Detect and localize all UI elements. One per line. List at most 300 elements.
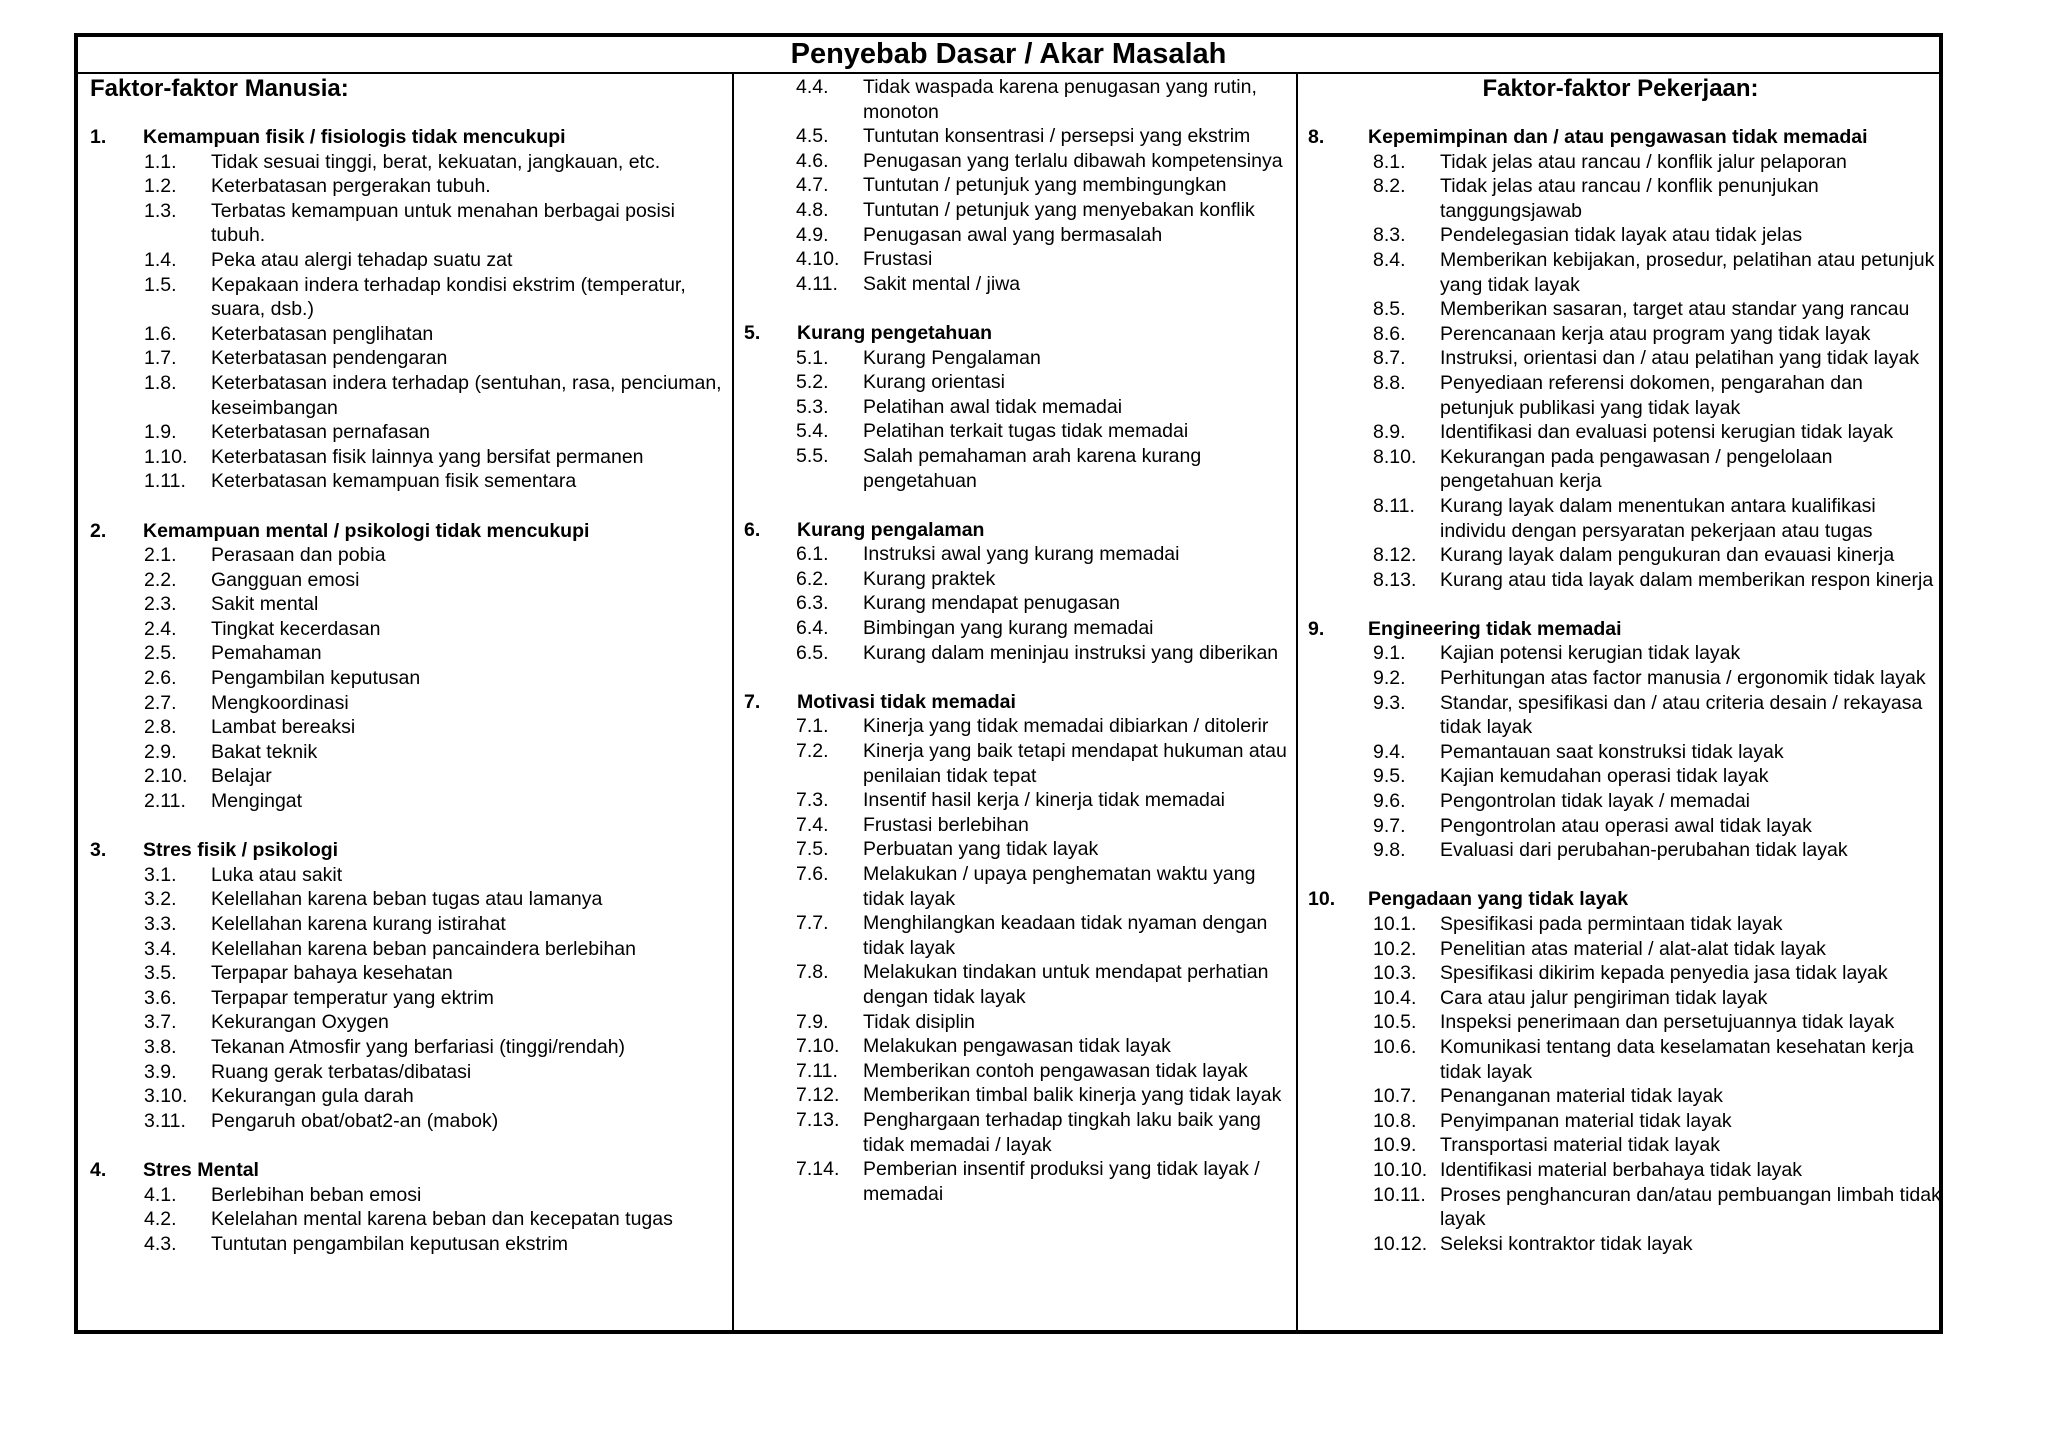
list-item [1308,1010,1941,1035]
list-item [744,1157,1292,1206]
item-text: Kekurangan Oxygen [211,1011,389,1034]
column-pekerjaan [1308,125,1941,1256]
item-number: 9.3. [1373,691,1406,714]
list-item [90,543,728,568]
item-text: Pemantauan saat konstruksi tidak layak [1440,740,1784,763]
list-item [744,1108,1292,1157]
item-text: Kurang Pengalaman [863,346,1041,369]
item-text: Frustasi berlebihan [863,813,1029,836]
list-item [744,616,1292,641]
item-number: 7.11. [796,1059,838,1082]
list-item [1308,445,1941,494]
item-number: 1.9. [144,421,177,444]
section [1308,887,1941,1256]
section [744,321,1292,493]
item-number: 8.10. [1373,445,1417,468]
item-number: 9.2. [1373,667,1406,690]
item-number: 7.3. [796,789,829,812]
list-item [90,1060,728,1085]
item-text: Peka atau alergi tehadap suatu zat [211,248,513,271]
section-number: 2. [90,519,107,542]
list-item [1308,838,1941,863]
item-text: Standar, spesifikasi dan / atau criteria desain / rekayasa tidak layak [1440,691,1923,739]
item-text: Tuntutan konsentrasi / persepsi yang ekstrim [863,125,1251,148]
item-number: 1.6. [144,322,177,345]
item-number: 7.2. [796,740,829,763]
list-item [90,641,728,666]
section-title: Kemampuan mental / psikologi tidak mencukupi [143,519,590,542]
list-item [1308,912,1941,937]
column-divider [1296,74,1298,1330]
section [744,518,1292,666]
item-number: 3.10. [144,1085,188,1108]
list-item [90,666,728,691]
item-text: Instruksi awal yang kurang memadai [863,543,1180,566]
item-text: Inspeksi penerimaan dan persetujuannya tidak layak [1440,1011,1895,1034]
item-number: 2.4. [144,617,177,640]
item-text: Perbuatan yang tidak layak [863,838,1099,861]
list-item [744,173,1292,198]
item-number: 10.8. [1373,1109,1417,1132]
column-manusia [90,125,728,1256]
list-item [90,986,728,1011]
item-text: Tidak jelas atau rancau / konflik penunjukan tanggungsjawab [1440,175,1819,222]
list-item [744,641,1292,666]
item-text: Penugasan yang terlalu dibawah kompetensinya [863,149,1283,172]
item-number: 7.4. [796,813,829,836]
item-number: 7.1. [796,715,829,738]
list-item [744,1083,1292,1108]
item-text: Seleksi kontraktor tidak layak [1440,1232,1693,1255]
item-text: Penanganan material tidak layak [1440,1085,1723,1108]
item-text: Perencanaan kerja atau program yang tidak layak [1440,322,1871,345]
item-number: 10.3. [1373,962,1417,985]
list-item [90,691,728,716]
item-number: 3.3. [144,913,177,935]
list-item [90,150,728,175]
list-item [1308,764,1941,789]
section-number: 7. [744,690,761,713]
page-title: Penyebab Dasar / Akar Masalah [790,38,1227,70]
list-item [90,469,728,494]
item-number: 4.11. [796,272,838,295]
list-item [1308,1035,1941,1084]
item-text: Proses penghancuran dan/atau pembuangan limbah tidak layak [1440,1183,1941,1231]
item-number: 10.9. [1373,1134,1417,1157]
item-number: 4.2. [144,1208,177,1231]
item-text: Identifikasi dan evaluasi potensi kerugian tidak layak [1440,421,1894,444]
item-text: Evaluasi dari perubahan-perubahan tidak layak [1440,839,1848,862]
section-heading [1308,617,1941,642]
item-number: 3.7. [144,1011,177,1034]
item-number: 1.8. [144,371,177,394]
section [744,690,1292,1206]
item-text: Bakat teknik [211,740,318,763]
item-number: 6.3. [796,592,829,615]
item-number: 5.5. [796,444,829,467]
item-text: Menghilangkan keadaan tidak nyaman dengan tidak layak [863,912,1268,959]
item-text: Penghargaan terhadap tingkah laku baik yang tidak memadai / layak [863,1108,1261,1156]
item-text: Spesifikasi pada permintaan tidak layak [1440,913,1783,935]
list-item [1308,543,1941,568]
section-heading [744,690,1292,715]
item-text: Komunikasi tentang data keselamatan kesehatan kerja tidak layak [1440,1035,1914,1083]
list-item [744,272,1292,297]
list-item [1308,1109,1941,1134]
item-number: 1.1. [144,150,177,173]
list-item [1308,986,1941,1011]
item-number: 1.3. [144,199,177,222]
item-text: Cara atau jalur pengiriman tidak layak [1440,986,1768,1009]
item-text: Keterbatasan indera terhadap (sentuhan, rasa, penciuman, keseimbangan [211,371,722,419]
item-number: 10.11. [1373,1183,1426,1206]
item-number: 8.8. [1373,371,1406,394]
column-manusia-lanjutan [744,75,1292,1206]
item-number: 9.8. [1373,839,1406,862]
item-number: 2.8. [144,716,177,739]
list-item [90,592,728,617]
item-text: Insentif hasil kerja / kinerja tidak memadai [863,789,1225,812]
section-heading [1308,125,1941,150]
list-item [1308,814,1941,839]
section-number: 6. [744,518,761,541]
item-number: 3.2. [144,888,177,911]
list-item [90,346,728,371]
item-text: Pemahaman [211,642,322,665]
item-text: Lambat bereaksi [211,716,356,739]
item-text: Tidak sesuai tinggi, berat, kekuatan, jangkauan, etc. [211,150,661,173]
list-item [1308,150,1941,175]
section-number: 4. [90,1158,107,1181]
list-item [90,371,728,420]
section-heading [744,518,1292,543]
item-number: 2.7. [144,691,177,714]
item-number: 9.5. [1373,765,1406,788]
item-number: 2.3. [144,593,177,616]
list-item [90,1010,728,1035]
list-item [90,789,728,814]
item-number: 3.4. [144,937,177,960]
item-number: 3.9. [144,1060,177,1083]
list-item [744,837,1292,862]
item-text: Mengkoordinasi [211,691,349,714]
section-number: 8. [1308,126,1325,148]
section-title: Engineering tidak memadai [1368,617,1622,640]
item-number: 4.10. [796,248,840,271]
section-heading [90,519,728,544]
item-number: 1.10. [144,445,188,468]
section-number: 10. [1308,888,1336,911]
section [90,838,728,1133]
item-number: 7.6. [796,863,829,885]
list-item [744,444,1292,493]
section-heading [1308,887,1941,912]
list-item [1308,1084,1941,1109]
item-text: Pengaruh obat/obat2-an (mabok) [211,1109,499,1132]
list-item [744,247,1292,272]
list-item [90,568,728,593]
list-item [1308,174,1941,223]
item-text: Berlebihan beban emosi [211,1183,422,1206]
list-item [744,149,1292,174]
list-item [1308,1183,1941,1232]
item-number: 7.12. [796,1084,840,1107]
item-number: 6.4. [796,617,829,640]
list-item [90,1084,728,1109]
item-text: Pengambilan keputusan [211,667,421,690]
item-text: Kurang layak dalam menentukan antara kualifikasi individu dengan persyaratan pekerjaan atau tugas [1440,494,1876,542]
section-title: Kepemimpinan dan / atau pengawasan tidak memadai [1368,126,1868,148]
item-number: 8.1. [1373,150,1406,173]
list-item [90,420,728,445]
list-item [744,1010,1292,1035]
list-item [1308,420,1941,445]
list-item [744,1059,1292,1084]
list-item [90,937,728,962]
item-number: 8.2. [1373,175,1406,198]
item-number: 4.3. [144,1232,177,1255]
item-text: Kinerja yang baik tetapi mendapat hukuman atau penilaian tidak tepat [863,740,1287,787]
section-heading [90,838,728,863]
item-text: Kajian potensi kerugian tidak layak [1440,642,1741,665]
document-frame [74,33,1943,1334]
section [90,519,728,814]
item-text: Pemberian insentif produksi yang tidak layak / memadai [863,1158,1260,1205]
list-item [90,248,728,273]
item-text: Gangguan emosi [211,568,360,591]
item-number: 7.8. [796,961,829,984]
section-title: Kurang pengalaman [797,518,985,541]
list-item [1308,297,1941,322]
item-number: 10.4. [1373,986,1417,1009]
item-number: 4.6. [796,149,829,172]
item-number: 7.7. [796,912,829,935]
item-number: 8.13. [1373,568,1417,591]
item-number: 10.7. [1373,1085,1417,1108]
item-number: 4.4. [796,76,829,98]
item-text: Penyediaan referensi dokomen, pengarahan dan petunjuk publikasi yang tidak layak [1440,371,1863,419]
list-item [1308,248,1941,297]
item-number: 4.9. [796,223,829,246]
item-number: 7.14. [796,1158,840,1181]
list-item [744,714,1292,739]
item-text: Sakit mental / jiwa [863,272,1021,295]
item-text: Memberikan sasaran, target atau standar yang rancau [1440,298,1910,321]
list-item [744,591,1292,616]
section-number: 5. [744,321,761,344]
item-text: Luka atau sakit [211,863,343,886]
section-number: 3. [90,839,107,862]
section [90,1158,728,1256]
item-text: Penelitian atas material / alat-alat tidak layak [1440,937,1826,960]
item-number: 10.6. [1373,1035,1417,1058]
item-text: Tuntutan / petunjuk yang membingungkan [863,174,1227,197]
list-item [1308,494,1941,543]
item-text: Keterbatasan fisik lainnya yang bersifat permanen [211,445,644,468]
item-text: Perasaan dan pobia [211,544,386,567]
item-number: 2.2. [144,568,177,591]
item-text: Tekanan Atmosfir yang berfariasi (tinggi/rendah) [211,1035,626,1058]
list-item [1308,961,1941,986]
item-number: 9.6. [1373,790,1406,813]
item-number: 2.6. [144,667,177,690]
item-text: Belajar [211,765,272,788]
item-text: Kepakaan indera terhadap kondisi ekstrim (temperatur, suara, dsb.) [211,273,686,321]
item-number: 8.11. [1373,494,1415,517]
section [744,75,1292,296]
section-heading [90,1158,728,1183]
item-number: 5.3. [796,395,829,418]
list-item [1308,223,1941,248]
list-item [90,1183,728,1208]
item-text: Pendelegasian tidak layak atau tidak jelas [1440,224,1803,247]
list-item [90,912,728,937]
item-text: Kurang orientasi [863,371,1006,394]
item-text: Melakukan tindakan untuk mendapat perhatian dengan tidak layak [863,961,1269,1008]
list-item [744,198,1292,223]
section-title: Stres fisik / psikologi [143,839,339,862]
item-text: Transportasi material tidak layak [1440,1134,1720,1157]
list-item [744,419,1292,444]
item-text: Pengontrolan tidak layak / memadai [1440,790,1751,813]
section-heading [744,321,1292,346]
item-text: Memberikan kebijakan, prosedur, pelatihan atau petunjuk yang tidak layak [1440,248,1935,296]
item-number: 3.6. [144,986,177,1009]
item-text: Tidak waspada karena penugasan yang rutin, monoton [863,76,1257,123]
list-item [90,1207,728,1232]
item-number: 1.11. [144,470,186,493]
item-text: Kurang atau tida layak dalam memberikan respon kinerja [1440,568,1934,591]
list-item [1308,1158,1941,1183]
list-item [744,346,1292,371]
item-number: 4.8. [796,198,829,221]
item-text: Tingkat kecerdasan [211,617,381,640]
section-title: Stres Mental [143,1158,259,1181]
item-text: Kurang praktek [863,567,996,590]
list-item [90,199,728,248]
item-text: Keterbatasan kemampuan fisik sementara [211,470,577,493]
list-item [744,1034,1292,1059]
list-item [90,715,728,740]
item-text: Tidak jelas atau rancau / konflik jalur pelaporan [1440,150,1847,173]
list-item [90,1232,728,1257]
item-number: 8.7. [1373,347,1406,370]
list-item [90,961,728,986]
heading-pekerjaan: Faktor-faktor Pekerjaan: [1482,75,1759,102]
item-text: Perhitungan atas factor manusia / ergonomik tidak layak [1440,667,1926,690]
list-item [744,739,1292,788]
list-item [744,124,1292,149]
title-bar [78,37,1939,74]
item-number: 1.5. [144,273,177,296]
list-item [90,887,728,912]
item-text: Bimbingan yang kurang memadai [863,617,1154,640]
item-number: 6.1. [796,543,829,566]
list-item [744,862,1292,911]
section [1308,125,1941,592]
item-number: 3.8. [144,1035,177,1058]
list-item [90,273,728,322]
item-text: Memberikan timbal balik kinerja yang tidak layak [863,1084,1282,1107]
item-text: Melakukan / upaya penghematan waktu yang tidak layak [863,863,1256,910]
item-text: Penyimpanan material tidak layak [1440,1109,1732,1132]
list-item [1308,789,1941,814]
item-text: Salah pemahaman arah karena kurang pengetahuan [863,444,1202,492]
item-number: 7.5. [796,838,829,861]
list-item [1308,1133,1941,1158]
item-number: 6.5. [796,641,829,664]
list-item [90,1035,728,1060]
list-item [744,788,1292,813]
item-number: 2.11. [144,790,186,813]
item-number: 7.10. [796,1035,840,1058]
item-number: 3.11. [144,1109,186,1132]
item-text: Kinerja yang tidak memadai dibiarkan / ditolerir [863,715,1269,738]
item-number: 1.2. [144,175,177,198]
item-number: 5.1. [796,346,829,369]
list-item [1308,740,1941,765]
list-item [1308,1232,1941,1257]
list-item [1308,937,1941,962]
item-text: Tuntutan / petunjuk yang menyebakan konflik [863,198,1255,221]
item-text: Keterbatasan pendengaran [211,347,448,370]
item-text: Penugasan awal yang bermasalah [863,223,1163,246]
item-number: 10.10. [1373,1158,1428,1181]
section-heading [90,125,728,150]
item-text: Melakukan pengawasan tidak layak [863,1035,1171,1058]
list-item [1308,666,1941,691]
list-item [744,542,1292,567]
item-text: Kelellahan karena beban tugas atau lamanya [211,888,603,911]
item-number: 8.3. [1373,224,1406,247]
section-number: 9. [1308,617,1325,640]
item-number: 4.7. [796,174,829,197]
item-text: Kekurangan gula darah [211,1085,414,1108]
item-text: Memberikan contoh pengawasan tidak layak [863,1059,1248,1082]
list-item [90,322,728,347]
list-item [1308,371,1941,420]
item-number: 1.7. [144,347,177,370]
list-item [1308,691,1941,740]
item-number: 2.1. [144,544,177,567]
item-number: 9.4. [1373,740,1406,763]
item-number: 10.2. [1373,937,1417,960]
item-text: Keterbatasan pergerakan tubuh. [211,175,491,198]
list-item [90,617,728,642]
item-number: 4.1. [144,1183,177,1206]
item-text: Kurang dalam meninjau instruksi yang diberikan [863,641,1279,664]
section-title: Motivasi tidak memadai [797,690,1016,713]
item-text: Identifikasi material berbahaya tidak layak [1440,1158,1803,1181]
list-item [90,863,728,888]
item-number: 5.2. [796,371,829,394]
section [1308,617,1941,863]
section-title: Pengadaan yang tidak layak [1368,888,1629,911]
column-divider [732,74,734,1330]
list-item [744,223,1292,248]
item-number: 9.7. [1373,814,1406,837]
item-text: Kelellahan karena beban pancaindera berlebihan [211,937,637,960]
list-item [90,1109,728,1134]
item-text: Terpapar temperatur yang ektrim [211,986,494,1009]
list-item [744,911,1292,960]
item-number: 7.9. [796,1010,829,1033]
item-text: Frustasi [863,248,933,271]
item-text: Keterbatasan penglihatan [211,322,434,345]
item-text: Tidak disiplin [863,1010,975,1033]
item-text: Pelatihan awal tidak memadai [863,395,1123,418]
item-text: Kekurangan pada pengawasan / pengelolaan pengetahuan kerja [1440,445,1833,493]
